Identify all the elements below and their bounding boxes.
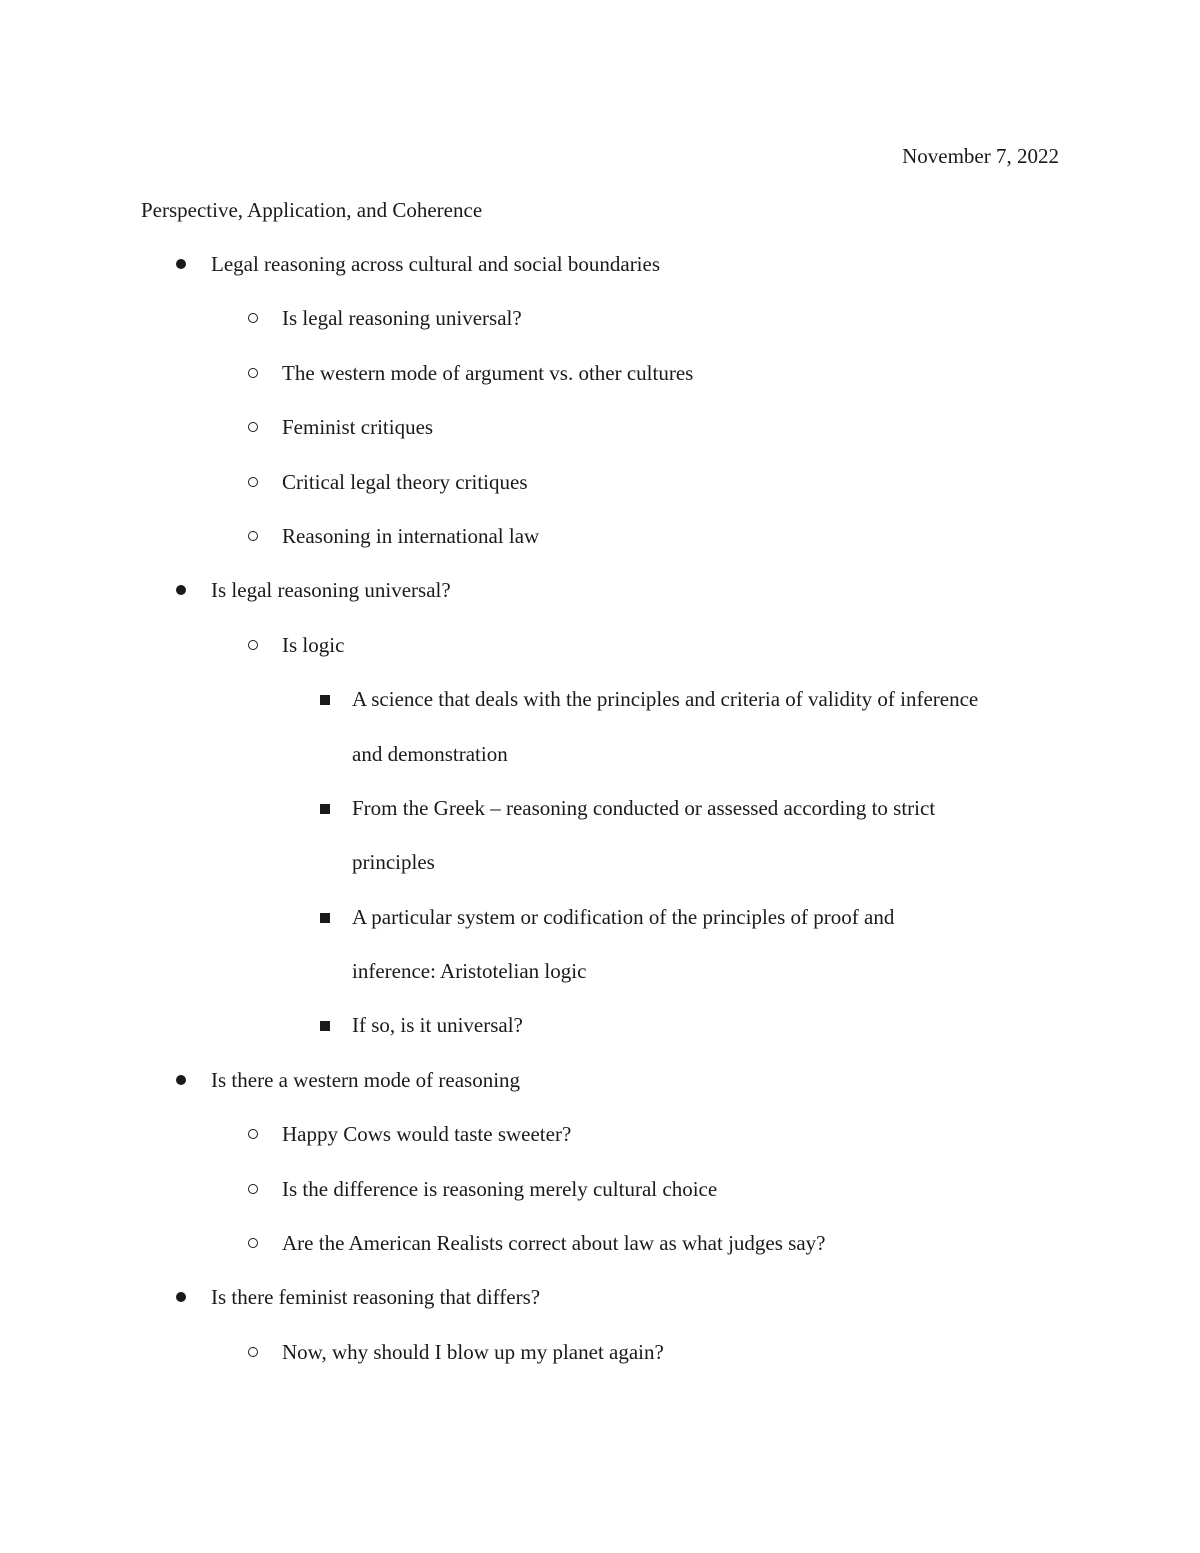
list-item	[0, 685, 1200, 739]
bullet-square-icon	[320, 1021, 330, 1031]
bullet-square-icon	[320, 913, 330, 923]
list-item-text: From the Greek – reasoning conducted or assessed according to strict	[352, 795, 936, 820]
list-item	[0, 1066, 1200, 1120]
list-item-text: and demonstration	[352, 741, 508, 766]
list-item	[0, 1175, 1200, 1229]
list-item	[0, 468, 1200, 522]
list-item-text: Is legal reasoning universal?	[282, 306, 522, 331]
list-item	[0, 413, 1200, 467]
list-item-text: Critical legal theory critiques	[282, 469, 528, 494]
list-item-text: Is logic	[282, 632, 345, 657]
list-item-text: Is there a western mode of reasoning	[211, 1067, 521, 1092]
document-date: November 7, 2022	[902, 144, 1059, 168]
list-item	[0, 903, 1200, 957]
list-item-text: Legal reasoning across cultural and social boundaries	[211, 252, 661, 276]
list-item	[0, 1283, 1200, 1337]
bullet-filled-circle-icon	[176, 585, 186, 595]
document-title: Perspective, Application, and Coherence	[141, 198, 483, 222]
list-item-text: Now, why should I blow up my planet again?	[282, 1339, 664, 1364]
bullet-filled-circle-icon	[176, 1075, 186, 1085]
list-item	[0, 522, 1200, 576]
list-item-text: Is there feminist reasoning that differs?	[211, 1285, 541, 1310]
bullet-filled-circle-icon	[176, 1292, 186, 1302]
list-item-text: Happy Cows would taste sweeter?	[282, 1122, 572, 1147]
list-item	[0, 1338, 1200, 1392]
list-item-continuation	[0, 740, 1200, 794]
list-item-text: Is legal reasoning universal?	[211, 578, 451, 603]
list-item-text: A particular system or codification of the principles of proof and	[352, 904, 895, 929]
bullet-hollow-circle-icon	[248, 422, 258, 432]
outline-list	[0, 250, 1200, 1392]
bullet-hollow-circle-icon	[248, 531, 258, 541]
list-item-text: Are the American Realists correct about law as what judges say?	[282, 1231, 826, 1256]
bullet-hollow-circle-icon	[248, 1347, 258, 1357]
bullet-hollow-circle-icon	[248, 313, 258, 323]
bullet-filled-circle-icon	[176, 259, 186, 269]
bullet-hollow-circle-icon	[248, 1129, 258, 1139]
list-item	[0, 250, 1200, 304]
list-item-text: principles	[352, 850, 435, 875]
list-item-text: If so, is it universal?	[352, 1013, 523, 1038]
bullet-square-icon	[320, 695, 330, 705]
list-item	[0, 1229, 1200, 1283]
list-item-continuation	[0, 957, 1200, 1011]
list-item-text: Is the difference is reasoning merely cultural choice	[282, 1176, 718, 1201]
list-item-text: A science that deals with the principles and criteria of validity of inference	[352, 687, 979, 712]
list-item	[0, 304, 1200, 358]
bullet-square-icon	[320, 804, 330, 814]
bullet-hollow-circle-icon	[248, 1184, 258, 1194]
list-item-continuation	[0, 848, 1200, 902]
bullet-hollow-circle-icon	[248, 477, 258, 487]
list-item	[0, 794, 1200, 848]
list-item	[0, 631, 1200, 685]
list-item	[0, 1011, 1200, 1065]
list-item-text: The western mode of argument vs. other cultures	[282, 360, 694, 385]
list-item-text: Reasoning in international law	[282, 523, 540, 548]
list-item-text: inference: Aristotelian logic	[352, 959, 587, 984]
bullet-hollow-circle-icon	[248, 640, 258, 650]
list-item	[0, 359, 1200, 413]
bullet-hollow-circle-icon	[248, 1238, 258, 1248]
list-item-text: Feminist critiques	[282, 415, 434, 440]
list-item	[0, 1120, 1200, 1174]
list-item	[0, 576, 1200, 630]
bullet-hollow-circle-icon	[248, 368, 258, 378]
